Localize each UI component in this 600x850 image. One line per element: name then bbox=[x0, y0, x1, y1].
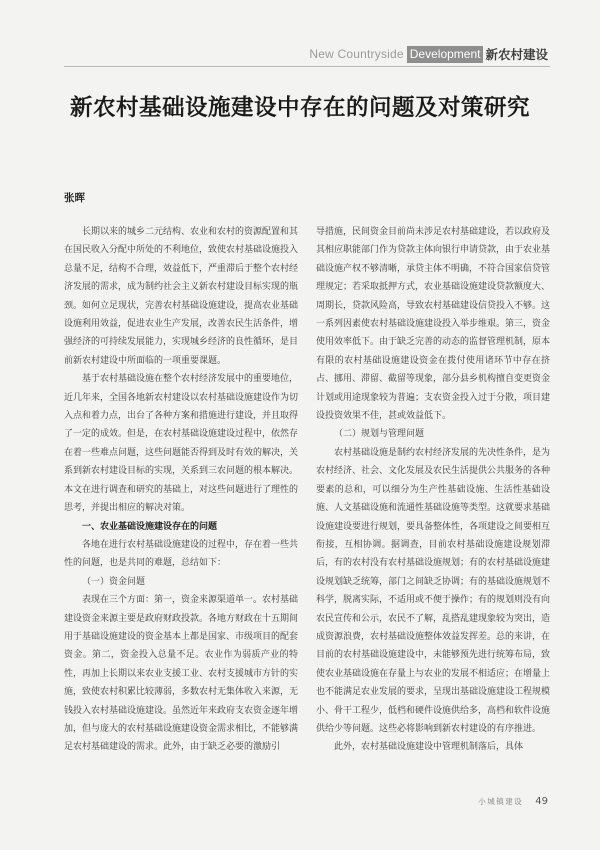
magazine-name: 小城镇建设 bbox=[478, 797, 524, 806]
page-footer bbox=[478, 796, 548, 807]
page-number: 49 bbox=[535, 796, 548, 807]
paragraph: 各地在进行农村基础设施建设的过程中，存在着一些共性的问题，也是共同的难题，总结如下： bbox=[64, 539, 299, 569]
right-text-column bbox=[316, 223, 550, 757]
paragraph: 此外，农村基础设施建设中管理机制落后，具体 bbox=[334, 742, 524, 753]
paragraph: 表现在三个方面：第一，资金来源渠道单一。农村基础建设资金来源主要是政府财政投款。各地方财政在十五期间用于基础设施建设的资金基本上都是国家、市级项目的配套资金。第二，资金投入总量不足。农业作为弱质产业的特性，再加上长期以来农业支援工业、农村支援城市方针的实施，致使农村积累比较薄弱，多数农村无集体收入来源，无钱投入农村基础设施建设。虽然近年来政府支农资金逐年增加，但与庞大的农村基础设施建设资金需求相比，不能够满足农村基础建设的需求。此外，由于缺乏必要的激励引 bbox=[64, 595, 299, 753]
subsection-heading: （一）资金问题 bbox=[82, 576, 146, 587]
paragraph: 长期以来的城乡二元结构、农业和农村的资源配置和其在国民收入分配中所处的不利地位，致使农村基础设施投入总量不足，结构不合理，效益低下，严重滞后于整个农村经济发展的需求，成为制约社会主义新农村建设目标实现的瓶颈。如何立足现状，完善农村基础设施建设，提高农业基础设施利用效益，促进农业生产发展，改善农民生活条件，增强经济的可持续发展能力，实现城乡经济的良性循环，是目前新农村建设中所面临的一项重要课题。 bbox=[64, 227, 299, 366]
paragraph: 基于农村基础设施在整个农村经济发展中的重要地位，近几年来，全国各地新农村建设以农村基础设施建设作为切入点和着力点，出台了各种方案和措施进行建设，并且取得了一定的成效。但是，在农村基础设施建设过程中，依然存在着一些难点问题，这些问题能否得到及时有效的解决，关系到新农村建设目标的实现，关系到三农问题的根本解决。本文在进行调查和研究的基础上，对这些问题进行了理性的思考，并提出相应的解决对策。 bbox=[64, 374, 299, 514]
paragraph: 导措施，民间资金目前尚未涉足农村基础建设，若以政府及其相应职能部门作为贷款主体向银行申请贷款，由于农业基础设施产权不够清晰，承贷主体不明确，不符合国家信贷管理规定；若采取抵押方式，农业基础设施建设贷款额度大、周期长，贷款风险高，导致农村基础建设信贷投入不够。这一系列因素使农村基础设施建设投入举步维艰。第三，资金使用效率低下。由于缺乏完善的动态的监督管理机制，原本有限的农村基础设施建设资金在拨付使用诸环节中存在挤占、挪用、滞留、截留等现象，部分县乡机构擅自变更资金计划或用途现象较为普遍；支农资金投入过于分散，项目建设投资效果不佳，甚或效益低下。 bbox=[316, 227, 551, 422]
header-english-part1: New Countryside bbox=[309, 47, 404, 61]
header-column-name: 新农村建设 bbox=[485, 48, 548, 62]
running-header bbox=[309, 45, 548, 63]
section-heading: 一、农业基础设施建设存在的问题 bbox=[82, 521, 218, 532]
paragraph: 农村基础设施是制约农村经济发展的先决性条件，是为农村经济、社会、文化发展及农民生活提供公共服务的各种要素的总和，可以细分为生产性基础设施、生活性基础设施、人文基础设施和流通性基础设施等类型。这就要求基础设施建设要进行规划，要具备整体性，各项建设之间要相互衔接，互相协调。据调查，目前农村基础设施建设规划滞后，有的农村没有农村基础设施规划；有的农村基础设施建设规划缺乏统筹，部门之间缺乏协调；有的基础设施规划不科学，脱离实际，不适用或不便于操作；有的规划则没有向农民宣传和公示，农民不了解，乱搭乱建现象较为突出，造成资源浪费，农村基础设施整体效益发挥差。总的来讲，在目前的农村基础设施建设中，未能够预先进行统筹布局，致使农业基础设施在存量上与农业的发展不相适应；在增量上也不能满足农业发展的要求，呈现出基础设施建设工程规模小、骨干工程少，低档和硬件设施供给多，高档和软件设施供给少等问题。这些必将影响到新农村建设的有序推进。 bbox=[316, 447, 551, 734]
author-name: 张晖 bbox=[64, 192, 85, 204]
header-english-part2: Development bbox=[407, 46, 484, 63]
subsection-heading: （二）规划与管理问题 bbox=[334, 429, 425, 440]
header-rule bbox=[64, 66, 550, 67]
left-text-column bbox=[64, 223, 298, 757]
article-title: 新农村基础设施建设中存在的问题及对策研究 bbox=[69, 95, 530, 121]
